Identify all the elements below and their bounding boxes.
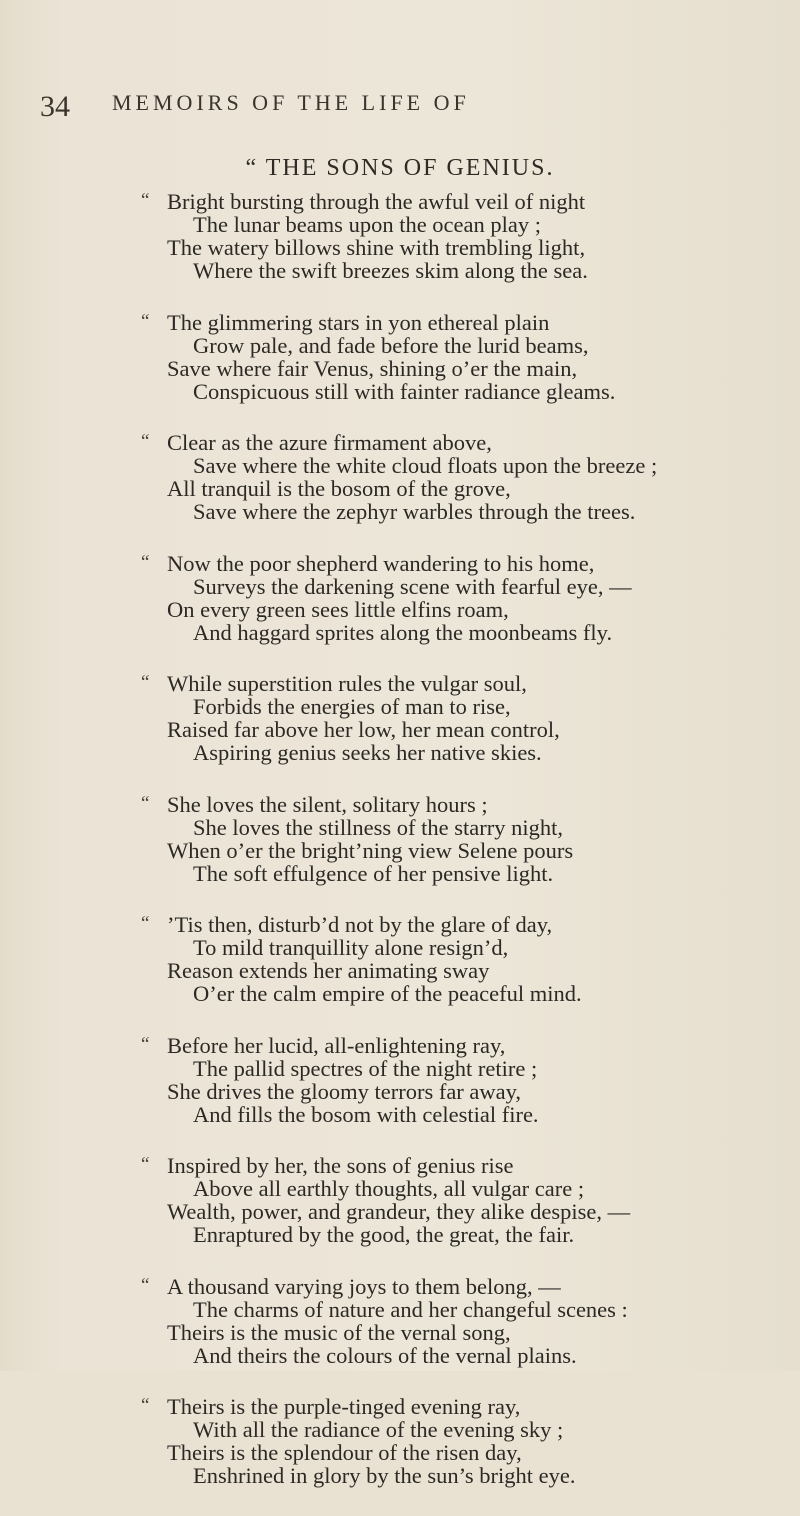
open-quote-mark: “ (141, 190, 150, 211)
verse-line: Before her lucid, all-enlightening ray, (167, 1032, 506, 1058)
verse-line: On every green sees little elfins roam, (167, 596, 509, 622)
page-number: 34 (40, 90, 70, 123)
stanza (0, 793, 800, 885)
poem-title: “ THE SONS OF GENIUS. (245, 155, 555, 181)
stanza (0, 913, 800, 1005)
open-quote-mark: “ (141, 1274, 150, 1296)
stanza (0, 1395, 800, 1487)
open-quote-mark: “ (141, 310, 150, 332)
stanza (0, 190, 800, 282)
verse-line: Theirs is the splendour of the risen day, (167, 1440, 522, 1465)
stanza (0, 1034, 800, 1126)
verse-line: The watery billows shine with trembling light, (167, 235, 586, 260)
verse-line: Surveys the darkening scene with fearful eye, — (193, 573, 632, 599)
verse-line: She loves the stillness of the starry night, (193, 814, 563, 840)
stanza (0, 1275, 800, 1367)
open-quote-mark: “ (141, 1033, 150, 1055)
verse-line: The glimmering stars in yon ethereal plain (167, 309, 550, 335)
verse-line: Enshrined in glory by the sun’s bright eye. (193, 1463, 576, 1488)
verse-line: Save where the zephyr warbles through the trees. (193, 499, 636, 524)
verse-line: The lunar beams upon the ocean play ; (193, 212, 542, 237)
verse-line: Reason extends her animating sway (167, 958, 490, 983)
stanza (0, 1154, 800, 1246)
verse-line: Forbids the energies of man to rise, (193, 694, 511, 719)
verse-line: ’Tis then, disturb’d not by the glare of day, (167, 912, 553, 937)
verse-line: When o’er the bright’ning view Selene pours (167, 837, 574, 863)
verse-line: Bright bursting through the awful veil of night (167, 189, 586, 214)
verse-line: She drives the gloomy terrors far away, (167, 1078, 522, 1104)
verse-line: Save where the white cloud floats upon the breeze ; (193, 453, 658, 478)
verse-line: And theirs the colours of the vernal plains. (193, 1342, 577, 1368)
verse-line: To mild tranquillity alone resign’d, (193, 935, 509, 960)
stanza (0, 431, 800, 523)
verse-line: All tranquil is the bosom of the grove, (167, 476, 511, 501)
verse-line: Grow pale, and fade before the lurid beams, (193, 332, 589, 358)
verse-line: Theirs is the purple-tinged evening ray, (167, 1394, 521, 1419)
open-quote-mark: “ (141, 792, 150, 814)
verse-line: Conspicuous still with fainter radiance gleams. (193, 378, 616, 404)
open-quote-mark: “ (141, 1154, 150, 1175)
open-quote-mark: “ (141, 672, 150, 693)
verse-line: Save where fair Venus, shining o’er the main, (167, 355, 578, 381)
verse-line: Clear as the azure firmament above, (167, 430, 492, 455)
verse-line: She loves the silent, solitary hours ; (167, 791, 488, 817)
verse-line: Now the poor shepherd wandering to his home, (167, 550, 595, 576)
stanza (0, 672, 800, 764)
verse-line: Aspiring genius seeks her native skies. (193, 740, 542, 765)
verse-line: With all the radiance of the evening sky ; (193, 1417, 564, 1442)
verse-line: While superstition rules the vulgar soul, (167, 671, 527, 696)
verse-line: And haggard sprites along the moonbeams fly. (193, 619, 613, 645)
open-quote-mark: “ (141, 431, 150, 452)
verse-line: A thousand varying joys to them belong, — (167, 1273, 561, 1299)
verse-line: The soft effulgence of her pensive light. (193, 860, 554, 886)
verse-line: Raised far above her low, her mean control, (167, 717, 560, 742)
open-quote-mark: “ (141, 913, 150, 934)
verse-line: And fills the bosom with celestial fire. (193, 1101, 539, 1127)
verse-line: Theirs is the music of the vernal song, (167, 1319, 511, 1345)
stanza (0, 311, 800, 403)
open-quote-mark: “ (141, 1395, 150, 1416)
verse-line: Where the swift breezes skim along the sea. (193, 258, 588, 283)
verse-line: Enraptured by the good, the great, the fair. (193, 1222, 575, 1247)
open-quote-mark: “ (141, 551, 150, 573)
verse-line: The pallid spectres of the night retire ; (193, 1055, 538, 1081)
verse-line: Wealth, power, and grandeur, they alike despise, — (167, 1199, 631, 1224)
stanza (0, 552, 800, 644)
poem-body (0, 190, 800, 1516)
verse-line: O’er the calm empire of the peaceful mind. (193, 981, 582, 1006)
running-head: MEMOIRS OF THE LIFE OF (112, 90, 470, 115)
verse-line: Inspired by her, the sons of genius rise (167, 1153, 514, 1178)
verse-line: The charms of nature and her changeful scenes : (193, 1296, 628, 1322)
verse-line: Above all earthly thoughts, all vulgar care ; (193, 1176, 585, 1201)
